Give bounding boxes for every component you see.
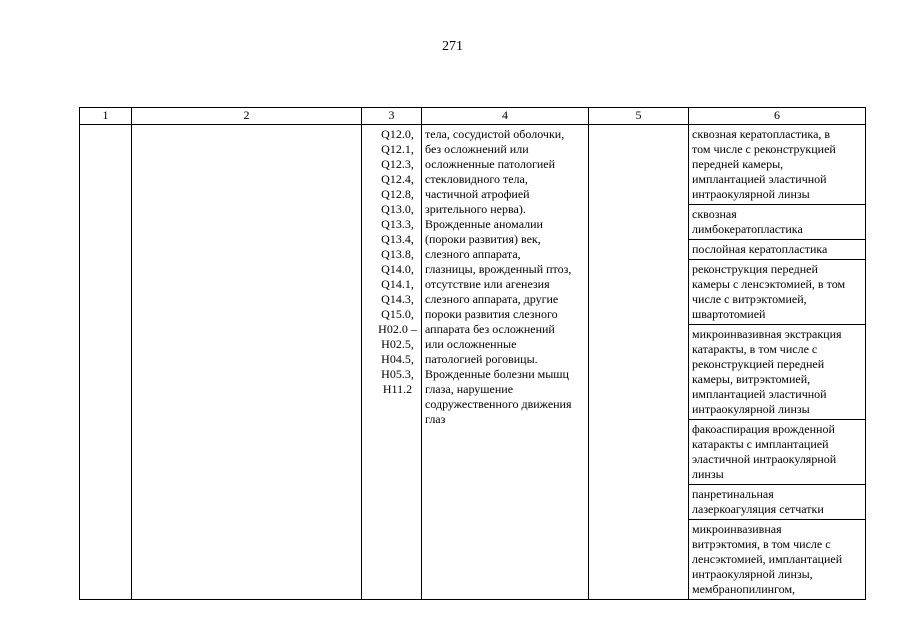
procedure-line: интраокулярной линзы, — [692, 567, 813, 581]
procedure-line: мембранопилингом, — [692, 582, 796, 596]
diagnosis-code: Q12.8, — [381, 187, 414, 201]
procedure-line: интраокулярной линзы — [692, 187, 810, 201]
cell-procedures — [689, 125, 866, 600]
description-line: частичной атрофией — [425, 187, 530, 201]
description-line: слезного аппарата, — [425, 247, 521, 261]
diagnosis-code: Q14.3, — [381, 292, 414, 306]
procedure-line: витрэктомия, в том числе с — [692, 537, 831, 551]
procedure-line: катаракты с имплантацией — [692, 437, 829, 451]
procedure-line: микроинвазивная — [692, 522, 782, 536]
description-line: слезного аппарата, другие — [425, 292, 559, 306]
description-line: аппарата без осложнений — [425, 322, 555, 336]
description-line: Врожденные аномалии — [425, 217, 543, 231]
procedure-item — [689, 260, 865, 325]
description-line: патологией роговицы. — [425, 352, 538, 366]
description-line: тела, сосудистой оболочки, — [425, 127, 565, 141]
procedure-item — [689, 205, 865, 240]
description-line: содружественного движения — [425, 397, 572, 411]
procedure-line: камеры с ленсэктомией, в том — [692, 277, 846, 291]
description-line: Врожденные болезни мышц — [425, 367, 569, 381]
diagnosis-code: Q13.4, — [381, 232, 414, 246]
procedure-line: панретинальная — [692, 487, 774, 501]
page-number: 271 — [442, 39, 463, 54]
procedure-line: факоаспирация врожденной — [692, 422, 835, 436]
diagnosis-code: H02.0 – — [378, 322, 417, 336]
diagnosis-code: Q13.0, — [381, 202, 414, 216]
diagnosis-code: Q15.0, — [381, 307, 414, 321]
description-line: осложненные патологией — [425, 157, 556, 171]
procedure-line: том числе с реконструкцией — [692, 142, 836, 156]
diagnosis-code: H05.3, — [381, 367, 414, 381]
description-line: зрительного нерва). — [425, 202, 526, 216]
diagnosis-code: Q14.1, — [381, 277, 414, 291]
description-line: глаз — [425, 412, 446, 426]
procedure-line: лимбокератопластика — [692, 222, 803, 236]
column-header-6: 6 — [689, 108, 866, 125]
cell-col2 — [132, 125, 362, 600]
procedure-line: передней камеры, — [692, 157, 784, 171]
table-row — [80, 125, 866, 600]
diagnosis-code: H04.5, — [381, 352, 414, 366]
procedure-line: линзы — [692, 467, 724, 481]
diagnosis-codes-list — [362, 127, 421, 397]
column-header-4: 4 — [422, 108, 589, 125]
procedures-list — [689, 125, 865, 599]
diagnosis-code: Q12.4, — [381, 172, 414, 186]
procedure-line: интраокулярной линзы — [692, 402, 810, 416]
procedure-line: лазеркоагуляция сетчатки — [692, 502, 824, 516]
diagnosis-code: Q14.0, — [381, 262, 414, 276]
diagnosis-code: Q12.0, — [381, 127, 414, 141]
procedure-line: камеры, витрэктомией, — [692, 372, 811, 386]
procedure-line: катаракты, в том числе с — [692, 342, 818, 356]
procedure-line: имплантацией эластичной — [692, 172, 827, 186]
description-line: стекловидного тела, — [425, 172, 528, 186]
column-header-1: 1 — [80, 108, 132, 125]
procedure-item — [689, 325, 865, 420]
description-line: отсутствие или агенезия — [425, 277, 550, 291]
diagnosis-code: H11.2 — [382, 382, 413, 396]
column-header-2: 2 — [132, 108, 362, 125]
procedure-line: сквозная — [692, 207, 737, 221]
document-table — [79, 107, 866, 600]
cell-col5 — [589, 125, 689, 600]
procedure-line: реконструкцией передней — [692, 357, 825, 371]
procedure-item — [689, 520, 865, 599]
description-line: глаза, нарушение — [425, 382, 514, 396]
procedure-line: реконструкция передней — [692, 262, 818, 276]
description-line: без осложнений или — [425, 142, 529, 156]
procedure-line: ленсэктомией, имплантацией — [692, 552, 843, 566]
diagnosis-code: Q12.3, — [381, 157, 414, 171]
procedure-line: числе с витрэктомией, — [692, 292, 807, 306]
diagnosis-code: Q12.1, — [381, 142, 414, 156]
description-line: глазницы, врожденный птоз, — [425, 262, 572, 276]
diagnosis-code: Q13.3, — [381, 217, 414, 231]
description-line: или осложненные — [425, 337, 517, 351]
diagnosis-code: Q13.8, — [381, 247, 414, 261]
cell-col1 — [80, 125, 132, 600]
header-row — [80, 108, 866, 125]
procedure-item — [689, 125, 865, 205]
procedure-item — [689, 485, 865, 520]
cell-description — [422, 125, 589, 600]
procedure-line: эластичной интраокулярной — [692, 452, 837, 466]
procedure-line: сквозная кератопластика, в — [692, 127, 831, 141]
diagnosis-code: H02.5, — [381, 337, 414, 351]
description-line: пороки развития слезного — [425, 307, 558, 321]
procedure-item — [689, 420, 865, 485]
procedure-line: послойная кератопластика — [692, 242, 828, 256]
document-table-wrapper — [79, 107, 862, 596]
procedure-line: имплантацией эластичной — [692, 387, 827, 401]
procedure-line: швартотомией — [692, 307, 766, 321]
column-header-3: 3 — [362, 108, 422, 125]
cell-diagnosis-codes — [362, 125, 422, 600]
procedure-line: микроинвазивная экстракция — [692, 327, 842, 341]
procedure-item — [689, 240, 865, 260]
column-header-5: 5 — [589, 108, 689, 125]
description-text — [425, 127, 585, 427]
description-line: (пороки развития) век, — [425, 232, 541, 246]
